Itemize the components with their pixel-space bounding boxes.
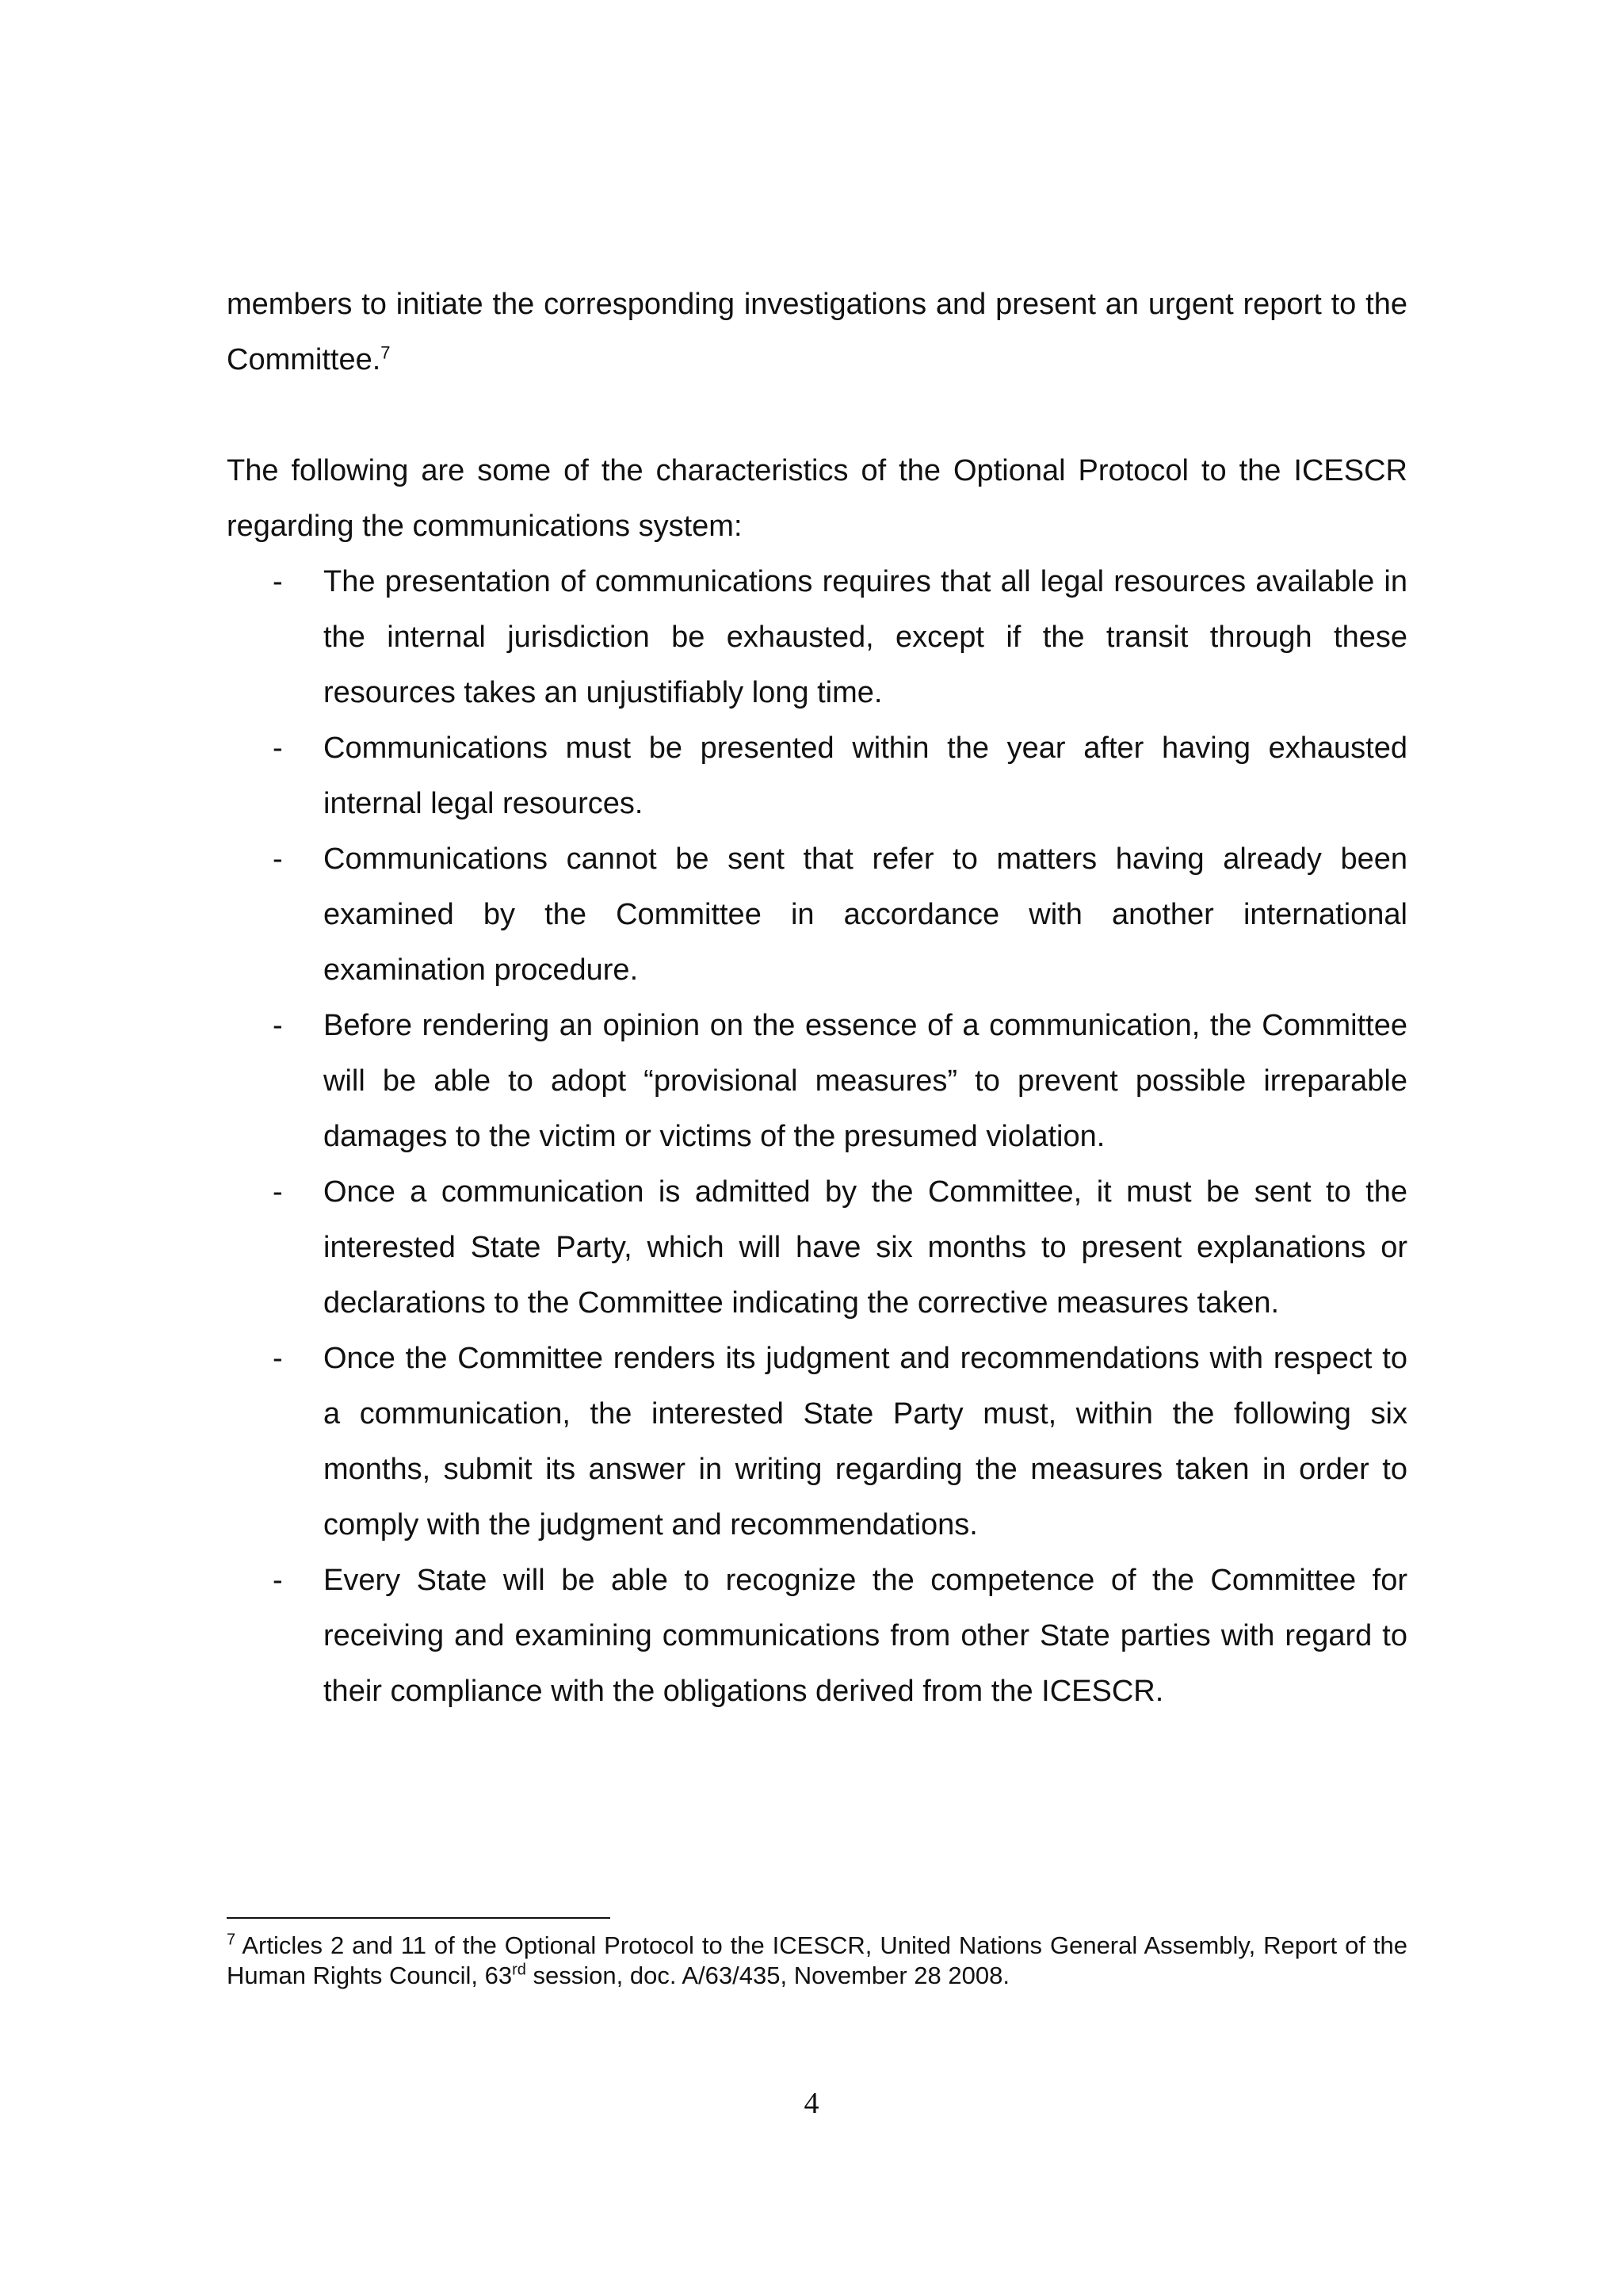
list-item [227,1553,1407,1719]
continuation-paragraph [227,277,1407,388]
footnote [227,1931,1407,1991]
list-item [227,720,1407,831]
list-item-text: Once the Committee renders its judgment and recommendations with respect to a communication, the interested State Party must, within the following six months, submit its answer in writing regarding the measures taken in order to comply with the judgment and recommendations. [323,1342,1407,1541]
footnote-separator [227,1917,610,1919]
continuation-text: members to initiate the corresponding investigations and present an urgent report to the Committee. [227,288,1407,376]
list-item [227,998,1407,1164]
intro-paragraph: The following are some of the characteristics of the Optional Protocol to the ICESCR regarding the communications system: [227,454,1407,543]
list-item [227,1331,1407,1553]
list-item [227,831,1407,998]
characteristics-list [227,554,1407,1719]
footnote-text-before: Articles 2 and 11 of the Optional Protocol to the ICESCR, United Nations General Assembly, Report of the Human Rights Council, 63 [227,1931,1408,1989]
footnote-ordinal-suffix: rd [512,1961,526,1979]
footnote-reference[interactable]: 7 [380,342,391,363]
list-marker: - [273,732,283,765]
list-marker: - [273,842,283,876]
list-item-text: Once a communication is admitted by the Committee, it must be sent to the interested State Party, which will have six months to present explanations or declarations to the Committee indicating the corrective measures taken. [323,1175,1407,1320]
list-item [227,1164,1407,1331]
list-marker: - [273,1175,283,1209]
list-item [227,554,1407,720]
list-item-text: Communications must be presented within the year after having exhausted internal legal resources. [323,732,1407,820]
list-item-text: Every State will be able to recognize the competence of the Committee for receiving and examining communications from other State parties with regard to their compliance with the obligations derived from the ICESCR. [323,1564,1407,1708]
list-item-text: The presentation of communications requires that all legal resources available in the internal jurisdiction be exhausted, except if the transit through these resources takes an unjustifiably long time. [323,565,1407,709]
list-marker: - [273,1564,283,1597]
list-marker: - [273,565,283,598]
list-item-text: Communications cannot be sent that refer to matters having already been examined by the Committee in accordance with another international examination procedure. [323,842,1407,987]
footnote-number: 7 [227,1931,236,1949]
list-marker: - [273,1009,283,1042]
list-item-text: Before rendering an opinion on the essence of a communication, the Committee will be able to adopt “provisional measures” to prevent possible irreparable damages to the victim or victims of the presumed violation. [323,1009,1407,1153]
footnote-text-after: session, doc. A/63/435, November 28 2008. [525,1962,1010,1989]
list-marker: - [273,1342,283,1375]
page-number: 4 [804,2087,819,2120]
